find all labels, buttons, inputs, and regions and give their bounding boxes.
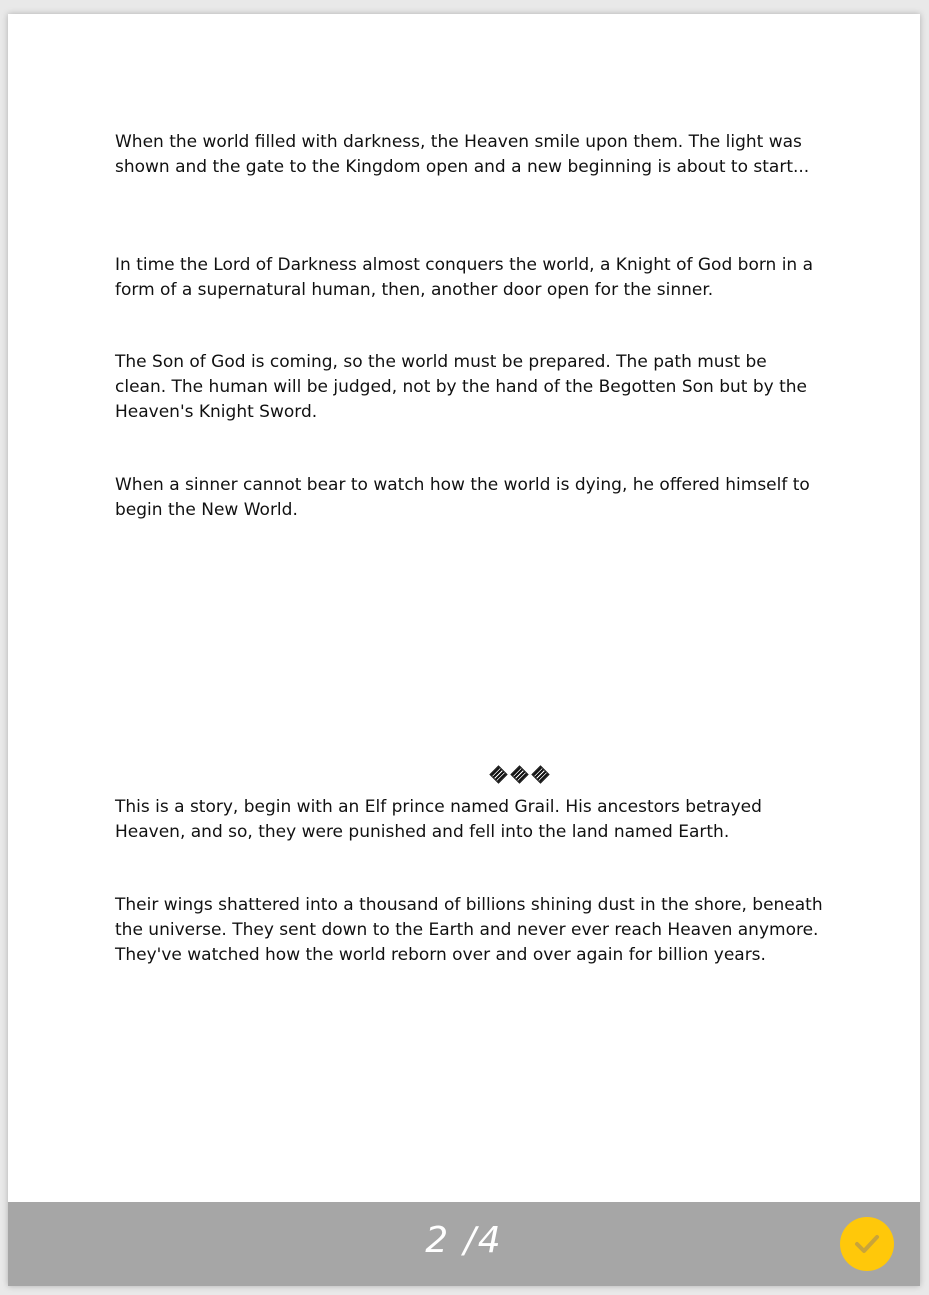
diamond-icon <box>531 765 549 783</box>
story-paragraph: When a sinner cannot bear to watch how the world is dying, he offered himself to begin the New World. <box>115 475 810 520</box>
reader-page <box>8 14 920 1286</box>
triple-diamond-icon <box>492 765 564 783</box>
story-paragraph: This is a story, begin with an Elf prince named Grail. His ancestors betrayed Heaven, and so, they were punished and fell into the land named Earth. <box>115 797 762 842</box>
diamond-icon <box>510 765 528 783</box>
story-paragraph: The Son of God is coming, so the world must be prepared. The path must be clean. The human will be judged, not by the hand of the Begotten Son but by the Heaven's Knight Sword. <box>115 352 808 422</box>
story-paragraph: When the world filled with darkness, the Heaven smile upon them. The light was shown and the gate to the Kingdom open and a new beginning is about to start... <box>115 132 810 177</box>
confirm-button[interactable] <box>840 1217 894 1271</box>
story-paragraph: Their wings shattered into a thousand of billions shining dust in the shore, beneath the universe. They sent down to the Earth and never ever reach Heaven anymore. They've watched how the world reborn over and over again for billion years. <box>115 895 823 965</box>
story-paragraph: In time the Lord of Darkness almost conquers the world, a Knight of God born in a form of a supernatural human, then, another door open for the sinner. <box>115 255 814 300</box>
page-indicator: 2 /4 <box>425 1220 503 1261</box>
diamond-icon <box>489 765 507 783</box>
check-icon <box>850 1227 884 1261</box>
page-footer <box>8 1202 920 1286</box>
